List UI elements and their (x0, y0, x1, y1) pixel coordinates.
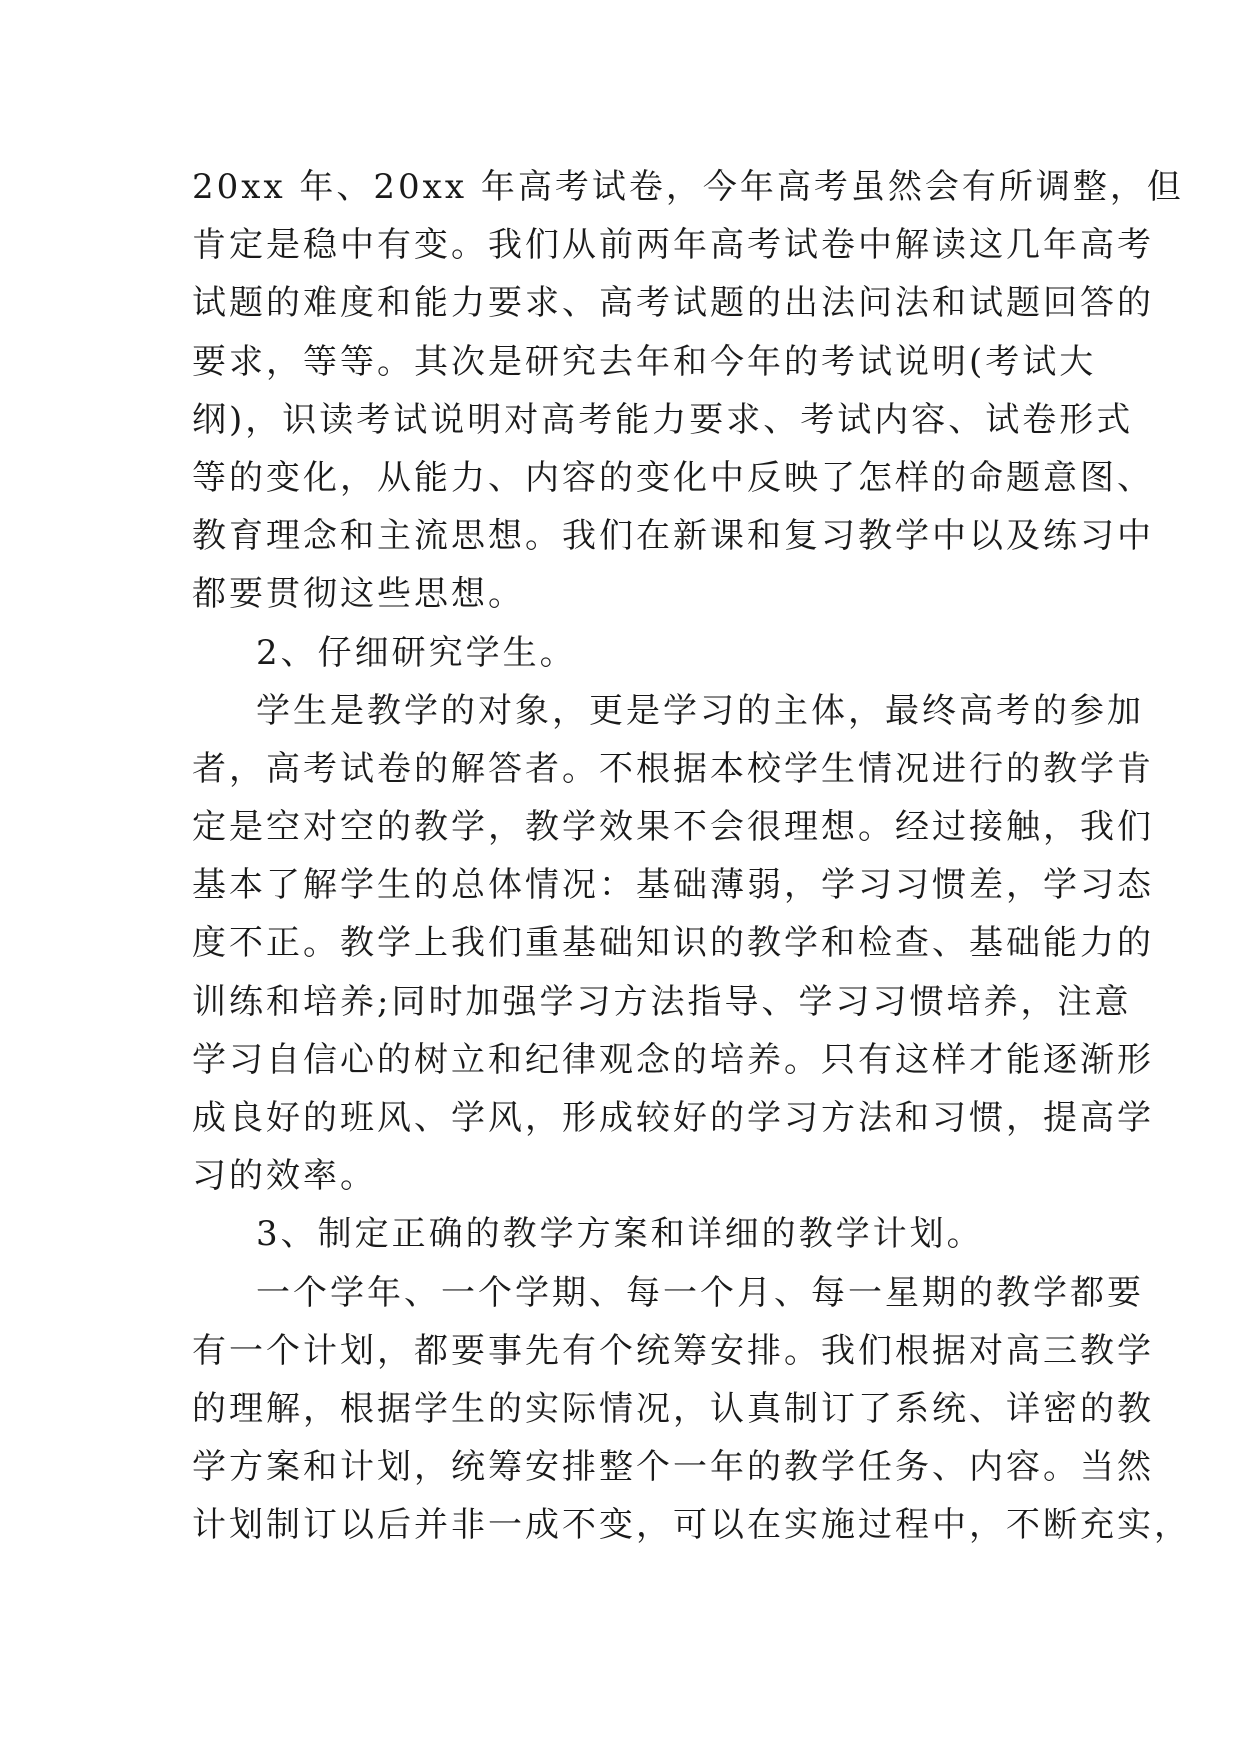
text-line: 纲)，识读考试说明对高考能力要求、考试内容、试卷形式 (192, 399, 1134, 440)
text-line: 学习自信心的树立和纪律观念的培养。只有这样才能逐渐形 (192, 1039, 1154, 1080)
text-line: 者，高考试卷的解答者。不根据本校学生情况进行的教学肯 (192, 748, 1154, 789)
section-heading: 3、制定正确的教学方案和详细的教学计划。 (256, 1214, 984, 1255)
text-line: 有一个计划，都要事先有个统筹安排。我们根据对高三教学 (192, 1330, 1154, 1371)
text-line: 都要贯彻这些思想。 (192, 574, 525, 615)
text-line: 教育理念和主流思想。我们在新课和复习教学中以及练习中 (192, 516, 1154, 557)
text-line: 等的变化，从能力、内容的变化中反映了怎样的命题意图、 (192, 457, 1154, 498)
text-line: 一个学年、一个学期、每一个月、每一星期的教学都要 (256, 1272, 1144, 1313)
text-line: 定是空对空的教学，教学效果不会很理想。经过接触，我们 (192, 807, 1154, 848)
text-line: 学生是教学的对象，更是学习的主体，最终高考的参加 (256, 690, 1144, 731)
text-line: 的理解，根据学生的实际情况，认真制订了系统、详密的教 (192, 1388, 1154, 1429)
text-line: 成良好的班风、学风，形成较好的学习方法和习惯，提高学 (192, 1098, 1154, 1138)
text-line: 度不正。教学上我们重基础知识的教学和检查、基础能力的 (192, 923, 1154, 964)
document-body (192, 158, 1191, 1555)
text-line: 习的效率。 (192, 1156, 377, 1197)
text-line: 训练和培养;同时加强学习方法指导、学习习惯培养，注意 (192, 981, 1132, 1022)
text-line: 肯定是稳中有变。我们从前两年高考试卷中解读这几年高考 (192, 225, 1154, 266)
text-line: 要求，等等。其次是研究去年和今年的考试说明(考试大 (192, 341, 1097, 382)
section-heading: 2、仔细研究学生。 (256, 632, 577, 673)
text-line: 计划制订以后并非一成不变，可以在实施过程中，不断充实， (192, 1505, 1191, 1546)
text-line: 学方案和计划，统筹安排整个一年的教学任务、内容。当然 (192, 1447, 1154, 1488)
text-line: 20xx 年、20xx 年高考试卷，今年高考虽然会有所调整，但 (192, 167, 1184, 207)
text-line: 试题的难度和能力要求、高考试题的出法问法和试题回答的 (192, 283, 1154, 324)
text-line: 基本了解学生的总体情况：基础薄弱，学习习惯差，学习态 (192, 865, 1154, 906)
